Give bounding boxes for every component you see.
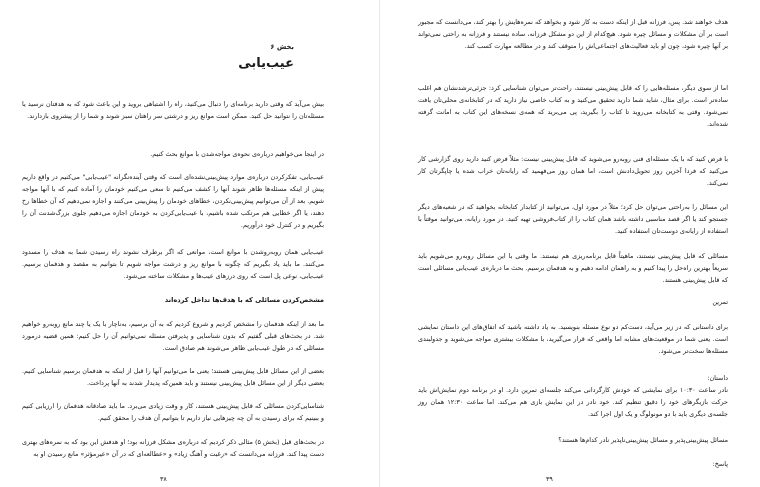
paragraph: هدف خواهند شد. پس، فرزانه قبل از اینکه دست به کار شود و بخواهد که نمره‌هایش را بهتر کند، می‌دانست که مجبور است بر آن مشکلات و مسائل چیره شود. هیچ‌کدام از این دو مشکل فرزانه، ساده نیستند و فرزانه به راحتی نمی‌تواند بر آنها چیره شود، چون او باید فعالیت‌های اجتماعی‌اش را متوقف کند و در مطالعه مهارت کسب کند. — [418, 18, 728, 50]
paragraph: در بحث‌های قبل (بخش ۵) مثالی ذکر کردیم که درباره‌ی مشکل فرزانه بود؛ او هدفش این بود که به نمره‌های بهتری دست پیدا کند. فرزانه می‌دانست که «رغبت و آهنگ زیاد» و «عطالعه‌ای که در آن «عیرمؤثر» مانع رسیدن او به — [22, 438, 324, 458]
paragraph: شناسایی‌کردن مسائلی که قابل پیش‌بینی هستند، کار و وقت زیادی می‌برد. ما باید صادقانه هدفمان را ارزیابی کنیم و ببینیم که برای رسیدن به آن چه چیزهایی نیاز داریم تا بتوانیم آن هدف را محقق کنیم. — [22, 402, 324, 422]
paragraph: در اینجا می‌خواهیم درباره‌ی نحوه‌ی مواجه‌شدن با موانع بحث کنیم. — [150, 150, 324, 158]
paragraph: بیش می‌آید که وقتی دارید برنامه‌ای را دنبال می‌کنید، راه را اشتباهی بروید و این باعث شود که به هدفتان نرسید یا مسئله‌تان را نتوانید حل کنید. ممکن است موانع ریز و درشتی سر راهتان سبز شوند و شما را از پیشروی بازدارند. — [22, 100, 324, 120]
paragraph: بعضی از این مسائل قابل پیش‌بینی هستند؛ یعنی ما می‌توانیم آنها را قبل از اینکه به هدفمان برسیم شناسایی کنیم. بعضی دیگر از این مسائل قابل پیش‌بینی نیستند و باید همین‌که پدیدار شدند به آنها پرداخت. — [22, 367, 324, 387]
paragraph: این مسائل را به‌راحتی می‌توان حل کرد؛ مثلاً در مورد اول، می‌توانید از کتابدار کتابخانه بخواهید که در شعبه‌های دیگر جستجو کند یا اگر قصد مناسبی داشته باشد همان کتاب را از کتاب‌فروشی تهیه کنید. در مورد رایانه، می‌توانید موقتاً با استفاده از رایانه‌ی دوست‌تان استفاده کنید. — [418, 203, 728, 235]
question: مسائل پیش‌بینی‌پذیر و مسائل پیش‌بینی‌ناپذیر نادر کدام‌ها هستند؟ — [558, 436, 728, 444]
section-heading: مشخص‌کردن مسائلی که با هدف‌ها تداخل کرده‌اند — [164, 296, 324, 304]
right-page — [380, 0, 760, 487]
chapter-title: عیب‌یابی — [238, 56, 294, 71]
paragraph: با فرض کنید که با یک مسئله‌ای فنی روبه‌رو می‌شوید که قابل پیش‌بینی نیست: مثلاً فرض کنید دارید روی گزارشی کار می‌کنید که فردا آخرین روز تحویل‌دادنش است، اما همان روز می‌فهمید که رایانه‌تان خراب شده یا چاپگرتان کار نمی‌کند. — [418, 155, 728, 187]
story-label: داستان: — [707, 374, 728, 382]
paragraph: برای داستانی که در زیر می‌آید، دست‌کم دو نوع مسئله بنویسید. به یاد داشته باشید که اتفاق‌های این داستان نمایشی است. یعنی شما در موقعیت‌های مشابه اما واقعی که قرار می‌گیرید، با مشکلات بیشتری مواجه می‌شوید و جدولبندی مسئله‌ها سخت‌تر می‌شود. — [418, 323, 728, 355]
exercise-heading: تمرین — [712, 298, 728, 306]
paragraph: ما بعد از اینکه هدفمان را مشخص کردیم و شروع کردیم که به آن برسیم، به‌ناچار با یک یا چند مانع روبه‌رو خواهیم شد. در بحث‌های قبلی گفتیم که بدون شناسایی و پذیرفتن مسئله نمی‌توانیم آن را حل کنیم: همین قضیه درمورد مسائلی که در طول عیب‌یابی ظاهر می‌شوند هم صادق است. — [22, 320, 324, 352]
page-number: ۳۸ — [160, 475, 167, 483]
paragraph: مسائلی که قابل پیش‌بینی نیستند، ماهیتاً قابل برنامه‌ریزی هم نیستند. ما وقتی با این مسائل روبه‌رو می‌شویم باید سریعاً بهترین راه‌حل را پیدا کنیم و به راهمان ادامه دهیم و به هدفمان برسیم. بحث ما درباره‌ی عیب‌یابی مسائلی است که قابل پیش‌بینی هستند. — [418, 252, 728, 284]
paragraph: عیب‌یابی، تفکرکردن درباره‌ی موارد پیش‌بینی‌نشده‌ای است که وقتی آینده‌نگرانه "عیب‌یابی" می‌کنیم در واقع داریم پیش از اینکه مسئله‌ها ظاهر شوند آنها را کشف می‌کنیم تا سعی می‌کنیم خودمان را آماده کنیم که با آنها مواجه شویم. بعد از آن می‌توانیم پیش‌بینی‌نکردن، خطاهای خودمان را پیش‌بینی می‌کنند و اجازه نمی‌دهیم که آن خطاها رخ دهند، یا اگر خطایی هم مرتکب شده باشیم، با عیب‌یابی‌کردن به خودمان اجازه می‌دهیم جلوی بزرگ‌شدنت آن را بگیریم و در کنترل خود درآوریم. — [22, 173, 324, 229]
chapter-label: بخش ۶ — [270, 43, 294, 51]
paragraph: نادر ساعت ۱۰:۳۰ برای نمایشی که خودش کارگردانی می‌کند جلسه‌ای تمرین دارد. او در برنامه دوم نمایش‌اش باید حرکت بازیگرهای خود را دقیق تنظیم کند. خود نادر در این نمایش بازی هم می‌کند. اما ساعت ۱۲:۳۰ همان روز جلسه‌ی دیگری باید با دو مونولوگ و یک اول اجرا کند. — [418, 386, 728, 418]
answer-label: پاسخ: — [712, 460, 728, 468]
paragraph: اما از سوی دیگر، مسئله‌هایی را که قابل پیش‌بینی نیستند، راحت‌تر می‌توان شناسایی کرد: جزئی‌ترشدنشان هم اغلب ساده‌تر است. برای مثال، شاید شما دارید تحقیق می‌کنید و به کتاب خاصی نیاز دارید که در کتابخانه‌ی محلی‌تان یافت نمی‌شود. وقتی به کتابخانه می‌روید تا کتاب را بگیرید، پی می‌برید که همه‌ی نسخه‌های این کتاب به امانت گرفته شده‌اند. — [418, 84, 728, 128]
paragraph: عیب‌یابی همان روبه‌روشدن با موانع است، موانعی که اگر برطرف نشوند راه رسیدن شما به هدف را مسدود می‌کنند. ما باید یاد بگیریم که چگونه با موانع ریز و درشت مواجه شویم تا بتوانیم به مقصد و هدفمان برسیم. عیب‌یابی، نوعی پل است که روی درزهای عیب‌ها و مشکلات ساخته می‌شود. — [22, 248, 324, 280]
page-number: ۳۹ — [546, 475, 553, 483]
